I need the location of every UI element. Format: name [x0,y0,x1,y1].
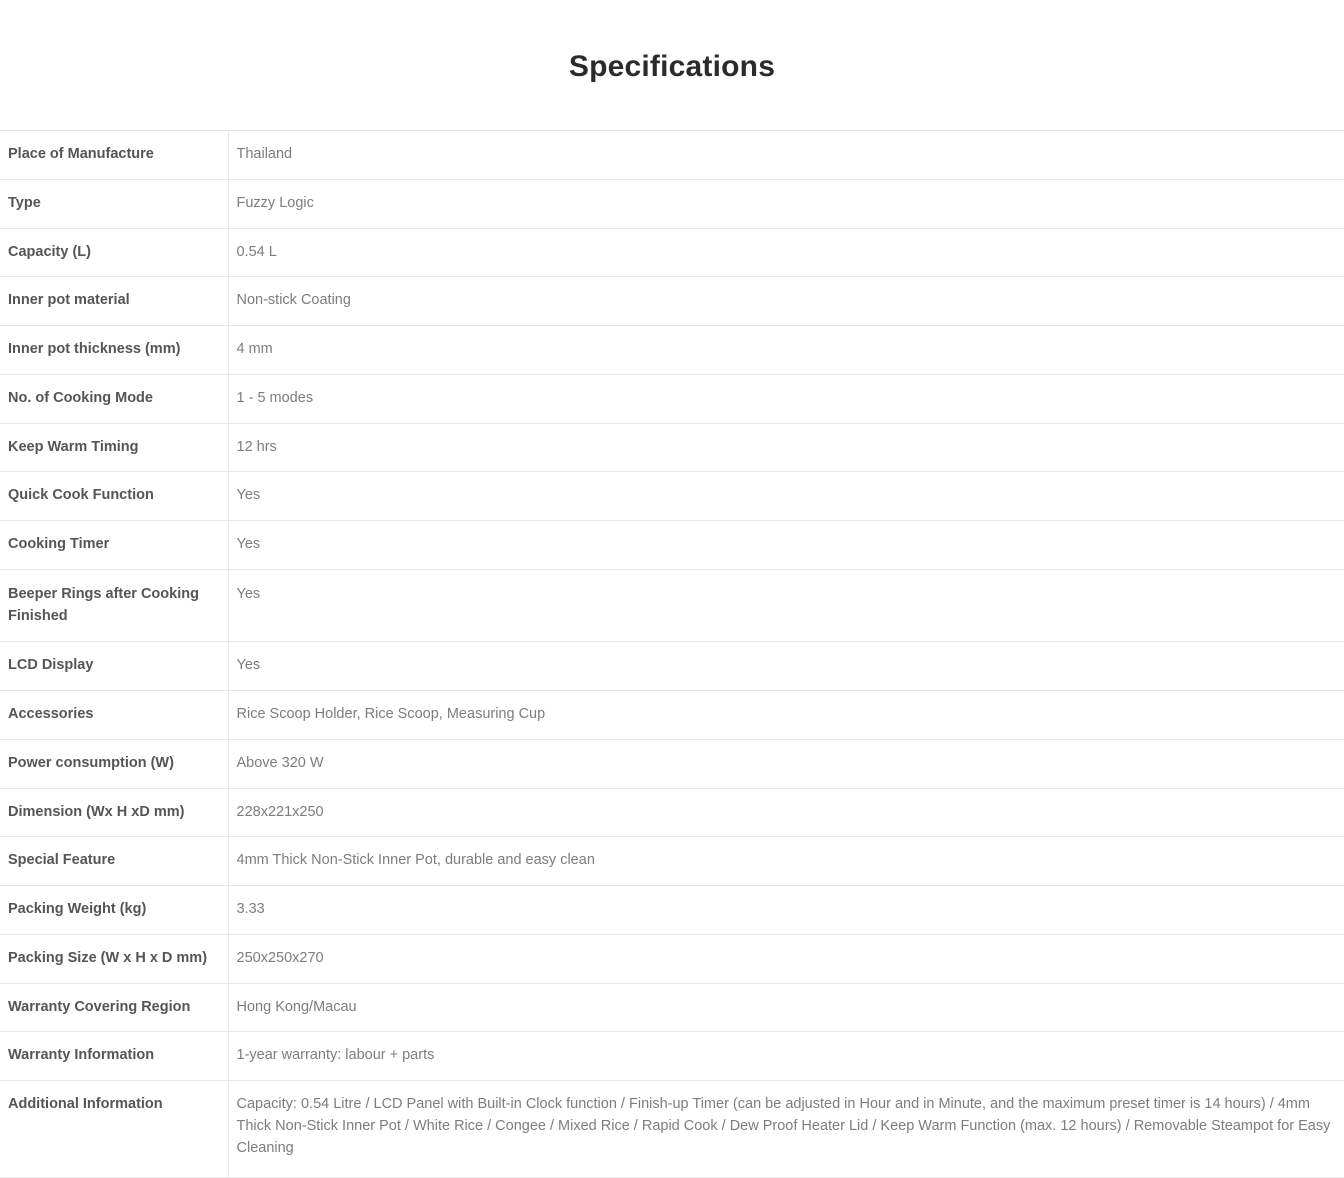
table-row [0,934,1344,983]
spec-label: Beeper Rings after Cooking Finished [0,569,228,642]
table-row [0,423,1344,472]
table-row [0,277,1344,326]
table-row [0,179,1344,228]
spec-label: Additional Information [0,1081,228,1178]
spec-value: Capacity: 0.54 Litre / LCD Panel with Built-in Clock function / Finish-up Timer (can be adjusted in Hour and in Minute, and the maximum preset timer is 14 hours) / 4mm Thick Non-Stick Inner Pot / White Rice / Congee / Mixed Rice / Rapid Cook / Dew Proof Heater Lid / Keep Warm Function (max. 12 hours) / Removable Steampot for Easy Cleaning [236,1096,1331,1156]
spec-value: 4mm Thick Non-Stick Inner Pot, durable and easy clean [236,852,595,869]
specifications-table [0,130,1344,1178]
spec-value: 4 mm [236,341,273,358]
table-row [0,1081,1344,1178]
table-row [0,837,1344,886]
table-row [0,983,1344,1032]
table-row [0,472,1344,521]
spec-label: No. of Cooking Mode [0,374,228,423]
spec-label: Special Feature [0,837,228,886]
spec-value: Fuzzy Logic [236,194,314,211]
spec-label: Accessories [0,691,228,740]
spec-value: 0.54 L [236,243,277,260]
table-row [0,739,1344,788]
spec-value: Rice Scoop Holder, Rice Scoop, Measuring Cup [236,706,546,723]
spec-label: Warranty Covering Region [0,983,228,1032]
table-row [0,1032,1344,1081]
spec-label: Inner pot material [0,277,228,326]
spec-label: Quick Cook Function [0,472,228,521]
table-row [0,886,1344,935]
spec-label: Power consumption (W) [0,739,228,788]
spec-label: Capacity (L) [0,228,228,277]
spec-value: Yes [236,657,261,674]
spec-label: LCD Display [0,642,228,691]
spec-value: 1 - 5 modes [236,389,314,406]
spec-label: Inner pot thickness (mm) [0,326,228,375]
spec-label: Keep Warm Timing [0,423,228,472]
spec-label: Warranty Information [0,1032,228,1081]
spec-value: 250x250x270 [236,949,324,966]
table-row [0,642,1344,691]
spec-label: Cooking Timer [0,521,228,570]
spec-value: 12 hrs [236,438,277,455]
spec-value: Non-stick Coating [236,292,351,309]
specifications-page [0,20,1344,1178]
spec-label: Packing Size (W x H x D mm) [0,934,228,983]
spec-value: Yes [236,536,261,553]
table-row [0,691,1344,740]
table-row [0,788,1344,837]
spec-value: Above 320 W [236,754,324,771]
spec-value: 3.33 [236,901,265,918]
table-row [0,326,1344,375]
table-row [0,374,1344,423]
table-row [0,569,1344,642]
spec-value: Thailand [236,146,293,163]
spec-value: 228x221x250 [236,803,324,820]
specifications-table-body [0,131,1344,1178]
spec-label: Type [0,179,228,228]
spec-label: Packing Weight (kg) [0,886,228,935]
page-title: Specifications [568,50,776,84]
spec-value: Yes [236,585,261,602]
table-row [0,228,1344,277]
table-row [0,131,1344,180]
spec-value: 1-year warranty: labour + parts [236,1047,435,1064]
spec-value: Hong Kong/Macau [236,998,357,1015]
spec-value: Yes [236,487,261,504]
spec-label: Place of Manufacture [0,131,228,180]
spec-label: Dimension (Wx H xD mm) [0,788,228,837]
table-row [0,521,1344,570]
